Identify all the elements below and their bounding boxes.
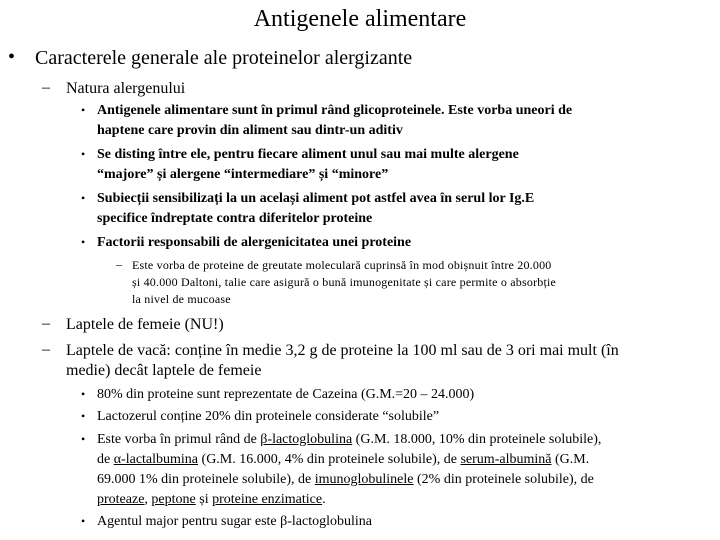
text-fragment: (G.M. 16.000, 4% din proteinele solubile), de <box>198 452 461 467</box>
laptele-de-femeie: Laptele de femeie (NU!) <box>66 316 224 333</box>
beta-lactoglobulina-term: β-lactoglobulina <box>260 432 353 447</box>
natura-bullet-2-line-1: Se disting între ele, pentru fiecare aliment unul sau mai multe alergene <box>97 147 519 162</box>
proteine-bullet-line-4 <box>97 490 326 510</box>
text-fragment: (2% din proteinele solubile), de <box>413 472 594 487</box>
laptele-de-vaca-line-2: medie) decât laptele de femeie <box>66 362 262 379</box>
natura-bullet-1-line-2: haptene care provin din aliment sau dintr-un aditiv <box>97 123 403 138</box>
text-fragment: și <box>195 492 213 507</box>
cazeina-bullet: 80% din proteine sunt reprezentate de Cazeina (G.M.=20 – 24.000) <box>97 387 475 402</box>
bullet-marker: • <box>81 147 86 161</box>
bullet-marker: • <box>81 432 86 446</box>
bullet-marker: • <box>81 235 86 249</box>
factori-line-1: Este vorba de proteine de greutate moleculară cuprinsă în mod obișnuit între 20.000 <box>132 258 552 272</box>
natura-alergenului: Natura alergenului <box>66 80 186 97</box>
proteine-bullet-line-2 <box>97 450 589 470</box>
natura-bullet-1-line-1: Antigenele alimentare sunt în primul rând glicoproteinele. Este vorba uneori de <box>97 103 573 118</box>
natura-bullet-4-line-1: Factorii responsabili de alergenicitatea unei proteine <box>97 235 412 250</box>
serum-albumina-term: serum-albumină <box>460 452 552 467</box>
dash-marker: – <box>116 257 122 271</box>
factori-line-3: la nivel de mucoase <box>132 292 231 306</box>
proteine-bullet-line-3 <box>97 470 594 490</box>
natura-bullet-3-line-2: specifice îndreptate contra diferitelor proteine <box>97 211 373 226</box>
text-fragment: Este vorba în primul rând de <box>97 432 261 447</box>
bullet-marker: • <box>8 46 16 68</box>
lactozer-bullet: Lactozerul conține 20% din proteinele considerate “solubile” <box>97 409 440 424</box>
factori-line-2: și 40.000 Daltoni, talie care asigură o bună imunogenitate și care permite o absorbție <box>132 275 557 289</box>
proteaze-term: proteaze <box>97 492 145 507</box>
slide-title: Antigenele alimentare <box>253 6 467 32</box>
natura-bullet-2-line-2: “majore” și alergene “intermediare” și “minore” <box>97 167 389 182</box>
text-fragment: de <box>97 452 114 467</box>
bullet-marker: • <box>81 514 86 528</box>
alfa-lactalbumina-term: α-lactalbumina <box>113 452 199 467</box>
text-fragment: , <box>144 492 152 507</box>
text-fragment: (G.M. <box>551 452 590 467</box>
bullet-marker: • <box>81 191 86 205</box>
proteine-bullet-line-1 <box>97 430 601 450</box>
peptone-term: peptone <box>151 492 196 507</box>
dash-marker: – <box>42 315 50 332</box>
text-fragment: . <box>322 492 326 507</box>
dash-marker: – <box>42 341 50 358</box>
bullet-marker: • <box>81 387 86 401</box>
bullet-marker: • <box>81 103 86 117</box>
proteine-enzimatice-term: proteine enzimatice <box>212 492 323 507</box>
heading-caracterele: Caracterele generale ale proteinelor alergizante <box>35 47 413 69</box>
text-fragment: 69.000 1% din proteinele solubile), de <box>97 472 315 487</box>
agentul-major-bullet: Agentul major pentru sugar este β-lactoglobulina <box>97 514 372 529</box>
imunoglobulinele-term: imunoglobulinele <box>314 472 414 487</box>
dash-marker: – <box>42 79 50 96</box>
laptele-de-vaca-line-1: Laptele de vacă: conține în medie 3,2 g de proteine la 100 ml sau de 3 ori mai mult (în <box>66 342 619 359</box>
natura-bullet-3-line-1: Subiecții sensibilizați la un același aliment pot astfel avea în serul lor Ig.E <box>97 191 535 206</box>
bullet-marker: • <box>81 409 86 423</box>
text-fragment: (G.M. 18.000, 10% din proteinele solubile), <box>352 432 602 447</box>
